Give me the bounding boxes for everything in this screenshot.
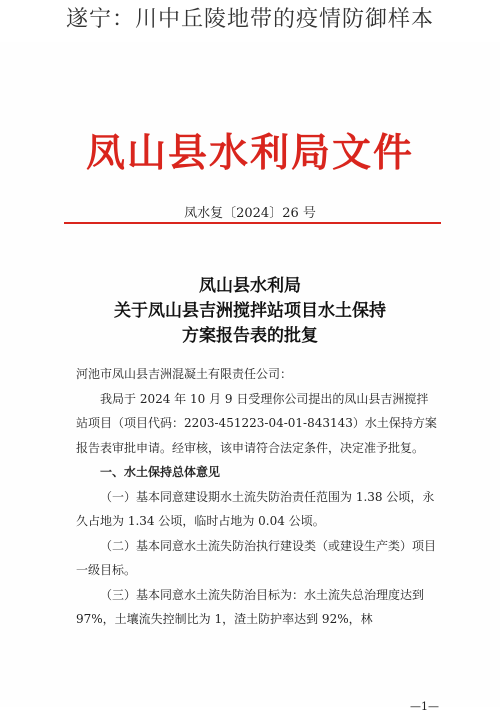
section-heading: 一、水土保持总体意见	[100, 465, 221, 479]
red-divider-line	[64, 222, 441, 224]
headline-banner: 遂宁：川中丘陵地带的疫情防御样本	[65, 7, 434, 32]
reply-title-line-1: 凤山县水利局	[199, 276, 301, 296]
reply-title-line-3: 方案报告表的批复	[182, 326, 318, 346]
document-page	[0, 42, 500, 713]
paragraph-intro: 我局于 2024 年 10 月 9 日受理你公司提出的凤山县吉洲搅拌站项目（项目代码：2203-451223-04-01-843143）水土保持方案报告表审批申请。经审核，该申请符合法定条件，决定准予批复。	[76, 391, 437, 455]
document-number: 凤水复〔2024〕26 号	[184, 206, 316, 221]
addressee: 河池市凤山县吉洲混凝土有限责任公司：	[76, 367, 293, 381]
page-number: —1—	[410, 700, 439, 713]
document-body	[76, 362, 440, 632]
list-item-2: （二）基本同意水土流失防治执行建设类（或建设生产类）项目一级目标。	[76, 538, 437, 577]
reply-title-line-2: 关于凤山县吉洲搅拌站项目水土保持	[114, 301, 386, 321]
reply-title	[0, 274, 500, 349]
document-org-title: 凤山县水利局文件	[85, 130, 414, 176]
list-item-1: （一）基本同意建设期水土流失防治责任范围为 1.38 公顷，永久占地为 1.34 公顷，临时占地为 0.04 公顷。	[76, 489, 435, 528]
list-item-3: （三）基本同意水土流失防治目标为：水土流失总治理度达到 97%，土壤流失控制比为 1，渣土防护率达到 92%，林	[76, 587, 425, 626]
